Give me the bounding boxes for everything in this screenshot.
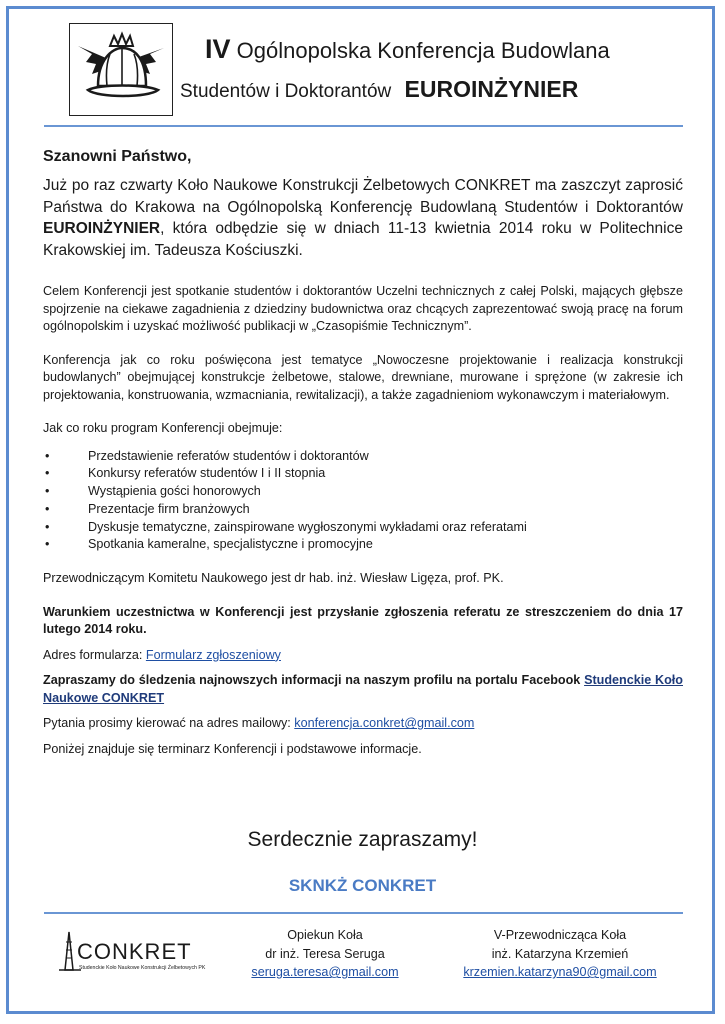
list-item xyxy=(43,448,683,466)
goal-paragraph: Celem Konferencji jest spotkanie studentów i doktorantów Uczelni technicznych z całej Polski, mających głębsze spojrzenie na ciekawe zagadnienia z dziedziny budownictwa oraz chcących zaprezentować swoją pracę na forum ogólnopolskim i uzyskać możliwość publikacji w „Czasopiśmie Technicznym”. xyxy=(43,284,683,333)
list-item xyxy=(43,483,683,501)
supervisor-role: Opiekun Koła xyxy=(287,928,363,942)
list-item xyxy=(43,465,683,483)
facebook-profile-link[interactable]: Studenckie Koło Naukowe CONKRET xyxy=(43,673,683,705)
winged-helmet-icon xyxy=(70,24,171,114)
header-title-line1 xyxy=(205,34,610,65)
registration-form-link[interactable]: Formularz zgłoszeniowy xyxy=(145,647,281,662)
facebook-invite xyxy=(43,672,683,707)
list-item-text: Spotkania kameralne, specjalistyczne i promocyjne xyxy=(88,537,373,552)
mail-label: Pytania prosimy kierować na adres mailowy: xyxy=(43,716,295,731)
lead-paragraph xyxy=(43,175,683,261)
bullet-icon: • xyxy=(45,537,50,552)
program-list xyxy=(43,448,683,555)
facebook-text: Zapraszamy do śledzenia najnowszych informacji na naszym profilu na portalu Facebook xyxy=(43,673,585,688)
schedule-note: Poniżej znajduje się terminarz Konferencji i podstawowe informacje. xyxy=(43,741,422,756)
bullet-icon: • xyxy=(45,484,50,499)
form-address xyxy=(43,647,683,665)
program-intro: Jak co roku program Konferencji obejmuje: xyxy=(43,421,283,435)
conkret-tower-icon xyxy=(55,926,215,976)
logo-subtext: Studenckie Koło Naukowe Konstrukcji Żelbetowych PK xyxy=(79,965,206,971)
conference-name: Ogólnopolska Konferencja Budowlana xyxy=(236,38,610,63)
bullet-icon: • xyxy=(45,519,50,534)
participation-condition: Warunkiem uczestnictwa w Konferencji jest przysłanie zgłoszenia referatu ze streszczeniem do dnia 17 lutego 2014 roku. xyxy=(43,604,683,637)
footer-divider xyxy=(44,912,683,914)
lead-text-1: Już po raz czwarty Koło Naukowe Konstrukcji Żelbetowych CONKRET ma zaszczyt zaprosić Państwa do Krakowa na Ogólnopolską Konferencję Budowlaną Studentów i Doktorantów xyxy=(43,177,683,216)
topic-paragraph: Konferencja jak co roku poświęcona jest tematyce „Nowoczesne projektowanie i realizacja konstrukcji budowlanych” obejmującej konstrukcje żelbetowe, stalowe, drewniane, murowane i sprężone (w zakresie ich projektowania, konstruowania, wzmacniania, rewitalizacji), a także zagadnieniom wykonawczym i materiałowym. xyxy=(43,352,683,402)
list-item-text: Prezentacje firm branżowych xyxy=(88,501,250,516)
form-label: Adres formularza: xyxy=(43,647,146,662)
contact-mail xyxy=(43,715,683,733)
vice-chair-name: inż. Katarzyna Krzemień xyxy=(491,946,629,961)
conference-logo xyxy=(69,23,173,116)
list-item-text: Konkursy referatów studentów I i II stopnia xyxy=(88,466,326,481)
list-item xyxy=(43,519,683,537)
list-item xyxy=(43,501,683,519)
supervisor-name: dr inż. Teresa Seruga xyxy=(265,946,385,961)
bullet-icon: • xyxy=(45,448,50,463)
footer-vice-chair xyxy=(450,926,670,982)
bullet-icon: • xyxy=(45,466,50,481)
bullet-icon: • xyxy=(45,501,50,516)
letter-body xyxy=(43,148,683,766)
list-item xyxy=(43,536,683,554)
conference-email-link[interactable]: konferencja.conkret@gmail.com xyxy=(294,716,475,731)
closing-line: Serdecznie zapraszamy! xyxy=(247,828,478,851)
edition-number: IV xyxy=(205,34,231,64)
signature: SKNKŻ CONKRET xyxy=(288,876,437,895)
list-item-text: Przedstawienie referatów studentów i doktorantów xyxy=(88,448,369,463)
greeting: Szanowni Państwo, xyxy=(43,148,192,165)
committee-chair: Przewodniczącym Komitetu Naukowego jest dr hab. inż. Wiesław Ligęza, prof. PK. xyxy=(43,571,504,586)
conkret-logo xyxy=(55,926,215,976)
lead-text-2: , która odbędzie się w dniach 11-13 kwietnia 2014 roku w Politechnice Krakowskiej im. Tadeusza Kościuszki. xyxy=(43,220,683,259)
lead-brand: EUROINŻYNIER xyxy=(43,220,161,237)
conference-brand: EUROINŻYNIER xyxy=(404,76,579,102)
header-title-line2 xyxy=(180,76,578,103)
footer-supervisor xyxy=(225,926,425,982)
header-divider xyxy=(44,125,683,127)
supervisor-email-link[interactable]: seruga.teresa@gmail.com xyxy=(251,965,399,979)
vice-chair-email-link[interactable]: krzemien.katarzyna90@gmail.com xyxy=(463,965,657,979)
logo-wordmark: CONKRET xyxy=(77,939,192,964)
conference-audience: Studentów i Doktorantów xyxy=(180,81,392,102)
list-item-text: Dyskusje tematyczne, zainspirowane wygłoszonymi wykładami oraz referatami xyxy=(88,519,527,534)
list-item-text: Wystąpienia gości honorowych xyxy=(88,484,261,499)
vice-chair-role: V-Przewodnicząca Koła xyxy=(493,928,627,942)
